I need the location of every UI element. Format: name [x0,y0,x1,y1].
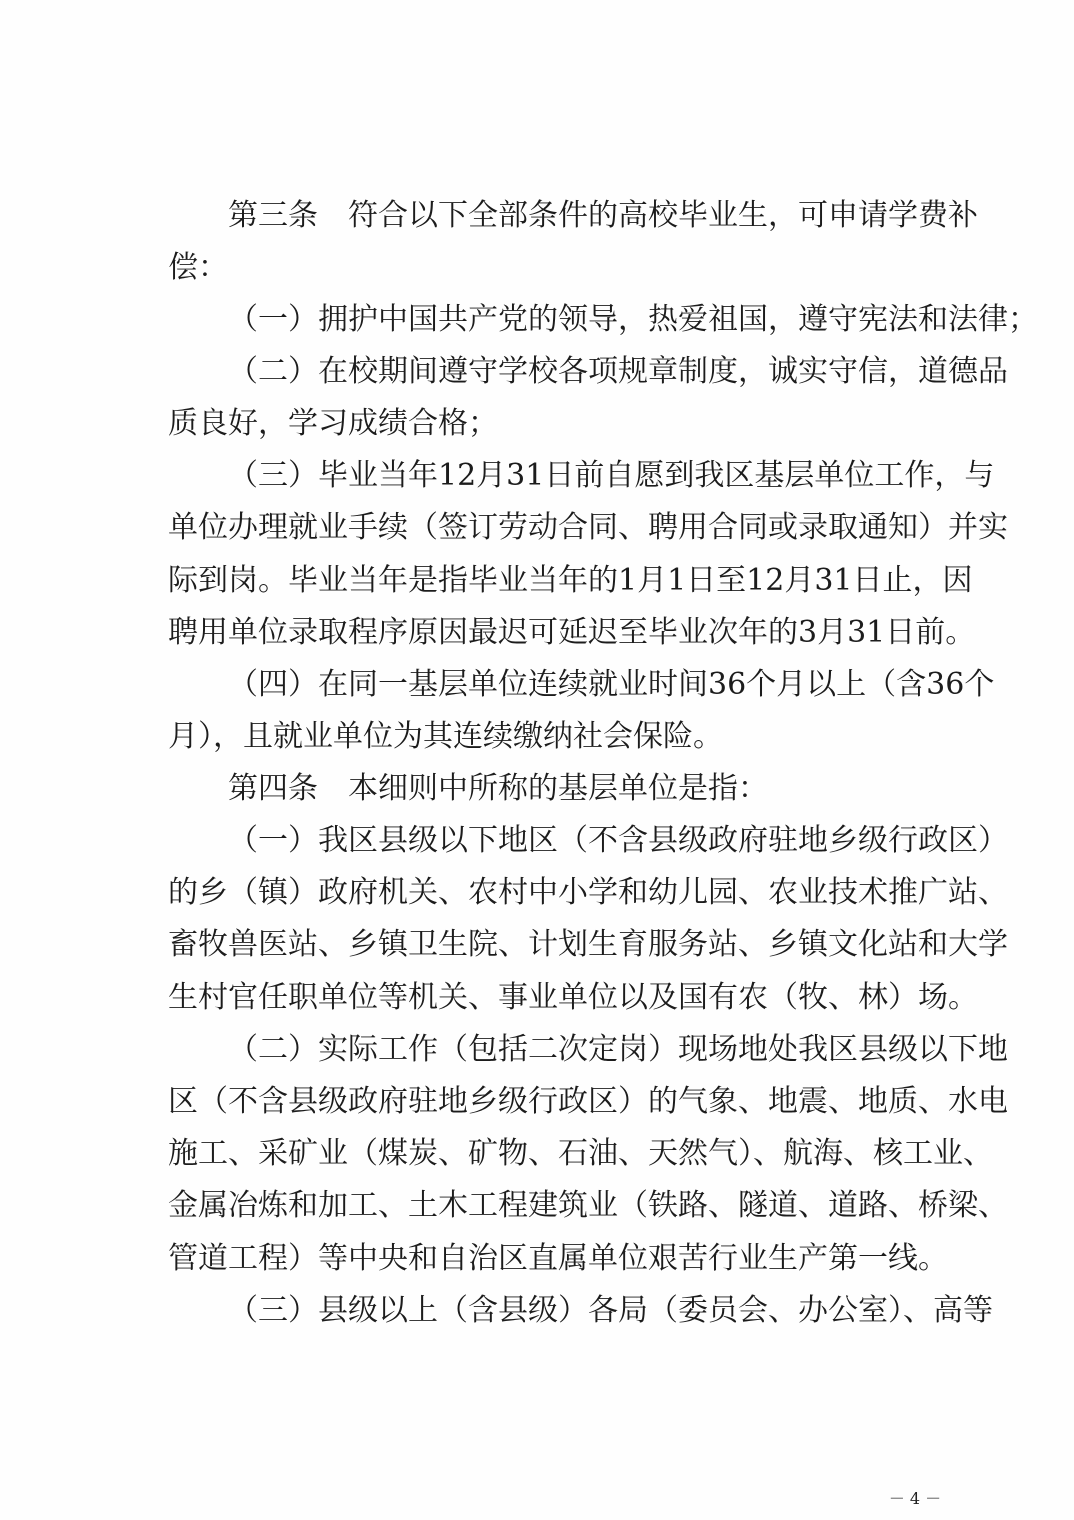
page-number: － 4 － [888,1489,942,1508]
unit-2-line-1: （二）实际工作（包括二次定岗）现场地处我区县级以下地 [228,1032,1008,1067]
condition-3-line-1: （三）毕业当年12月31日前自愿到我区基层单位工作，与 [228,458,995,493]
unit-1-line-2: 的乡（镇）政府机关、农村中小学和幼儿园、农业技术推广站、 [168,875,1008,910]
unit-2-line-3: 施工、采矿业（煤炭、矿物、石油、天然气）、航海、核工业、 [168,1136,993,1171]
unit-1-line-1: （一）我区县级以下地区（不含县级政府驻地乡级行政区） [228,823,1008,858]
article-3-line-1: 第三条 符合以下全部条件的高校毕业生，可申请学费补 [228,198,978,233]
condition-3-line-3: 际到岗。毕业当年是指毕业当年的1月1日至12月31日止，因 [168,563,973,598]
condition-4-line-1: （四）在同一基层单位连续就业时间36个月以上（含36个 [228,667,995,702]
unit-2-line-5: 管道工程）等中央和自治区直属单位艰苦行业生产第一线。 [168,1241,948,1276]
condition-2-line-1: （二）在校期间遵守学校各项规章制度，诚实守信，道德品 [228,354,1008,389]
article-3-line-2: 偿： [168,250,228,285]
condition-4-line-2: 月），且就业单位为其连续缴纳社会保险。 [168,719,723,754]
unit-2-line-4: 金属冶炼和加工、土木工程建筑业（铁路、隧道、道路、桥梁、 [168,1188,1008,1223]
condition-2-line-2: 质良好，学习成绩合格； [168,406,498,441]
condition-3-line-4: 聘用单位录取程序原因最迟可延迟至毕业次年的3月31日前。 [168,615,976,650]
unit-2-line-2: 区（不含县级政府驻地乡级行政区）的气象、地震、地质、水电 [168,1084,1008,1119]
condition-3-line-2: 单位办理就业手续（签订劳动合同、聘用合同或录取通知）并实 [168,510,1008,545]
unit-3-line-1: （三）县级以上（含县级）各局（委员会、办公室）、高等 [228,1293,993,1328]
unit-1-line-3: 畜牧兽医站、乡镇卫生院、计划生育服务站、乡镇文化站和大学 [168,927,1008,962]
unit-1-line-4: 生村官任职单位等机关、事业单位以及国有农（牧、林）场。 [168,980,978,1015]
article-4-line-1: 第四条 本细则中所称的基层单位是指： [228,771,768,806]
condition-1-line-1: （一）拥护中国共产党的领导，热爱祖国，遵守宪法和法律； [228,302,1038,337]
